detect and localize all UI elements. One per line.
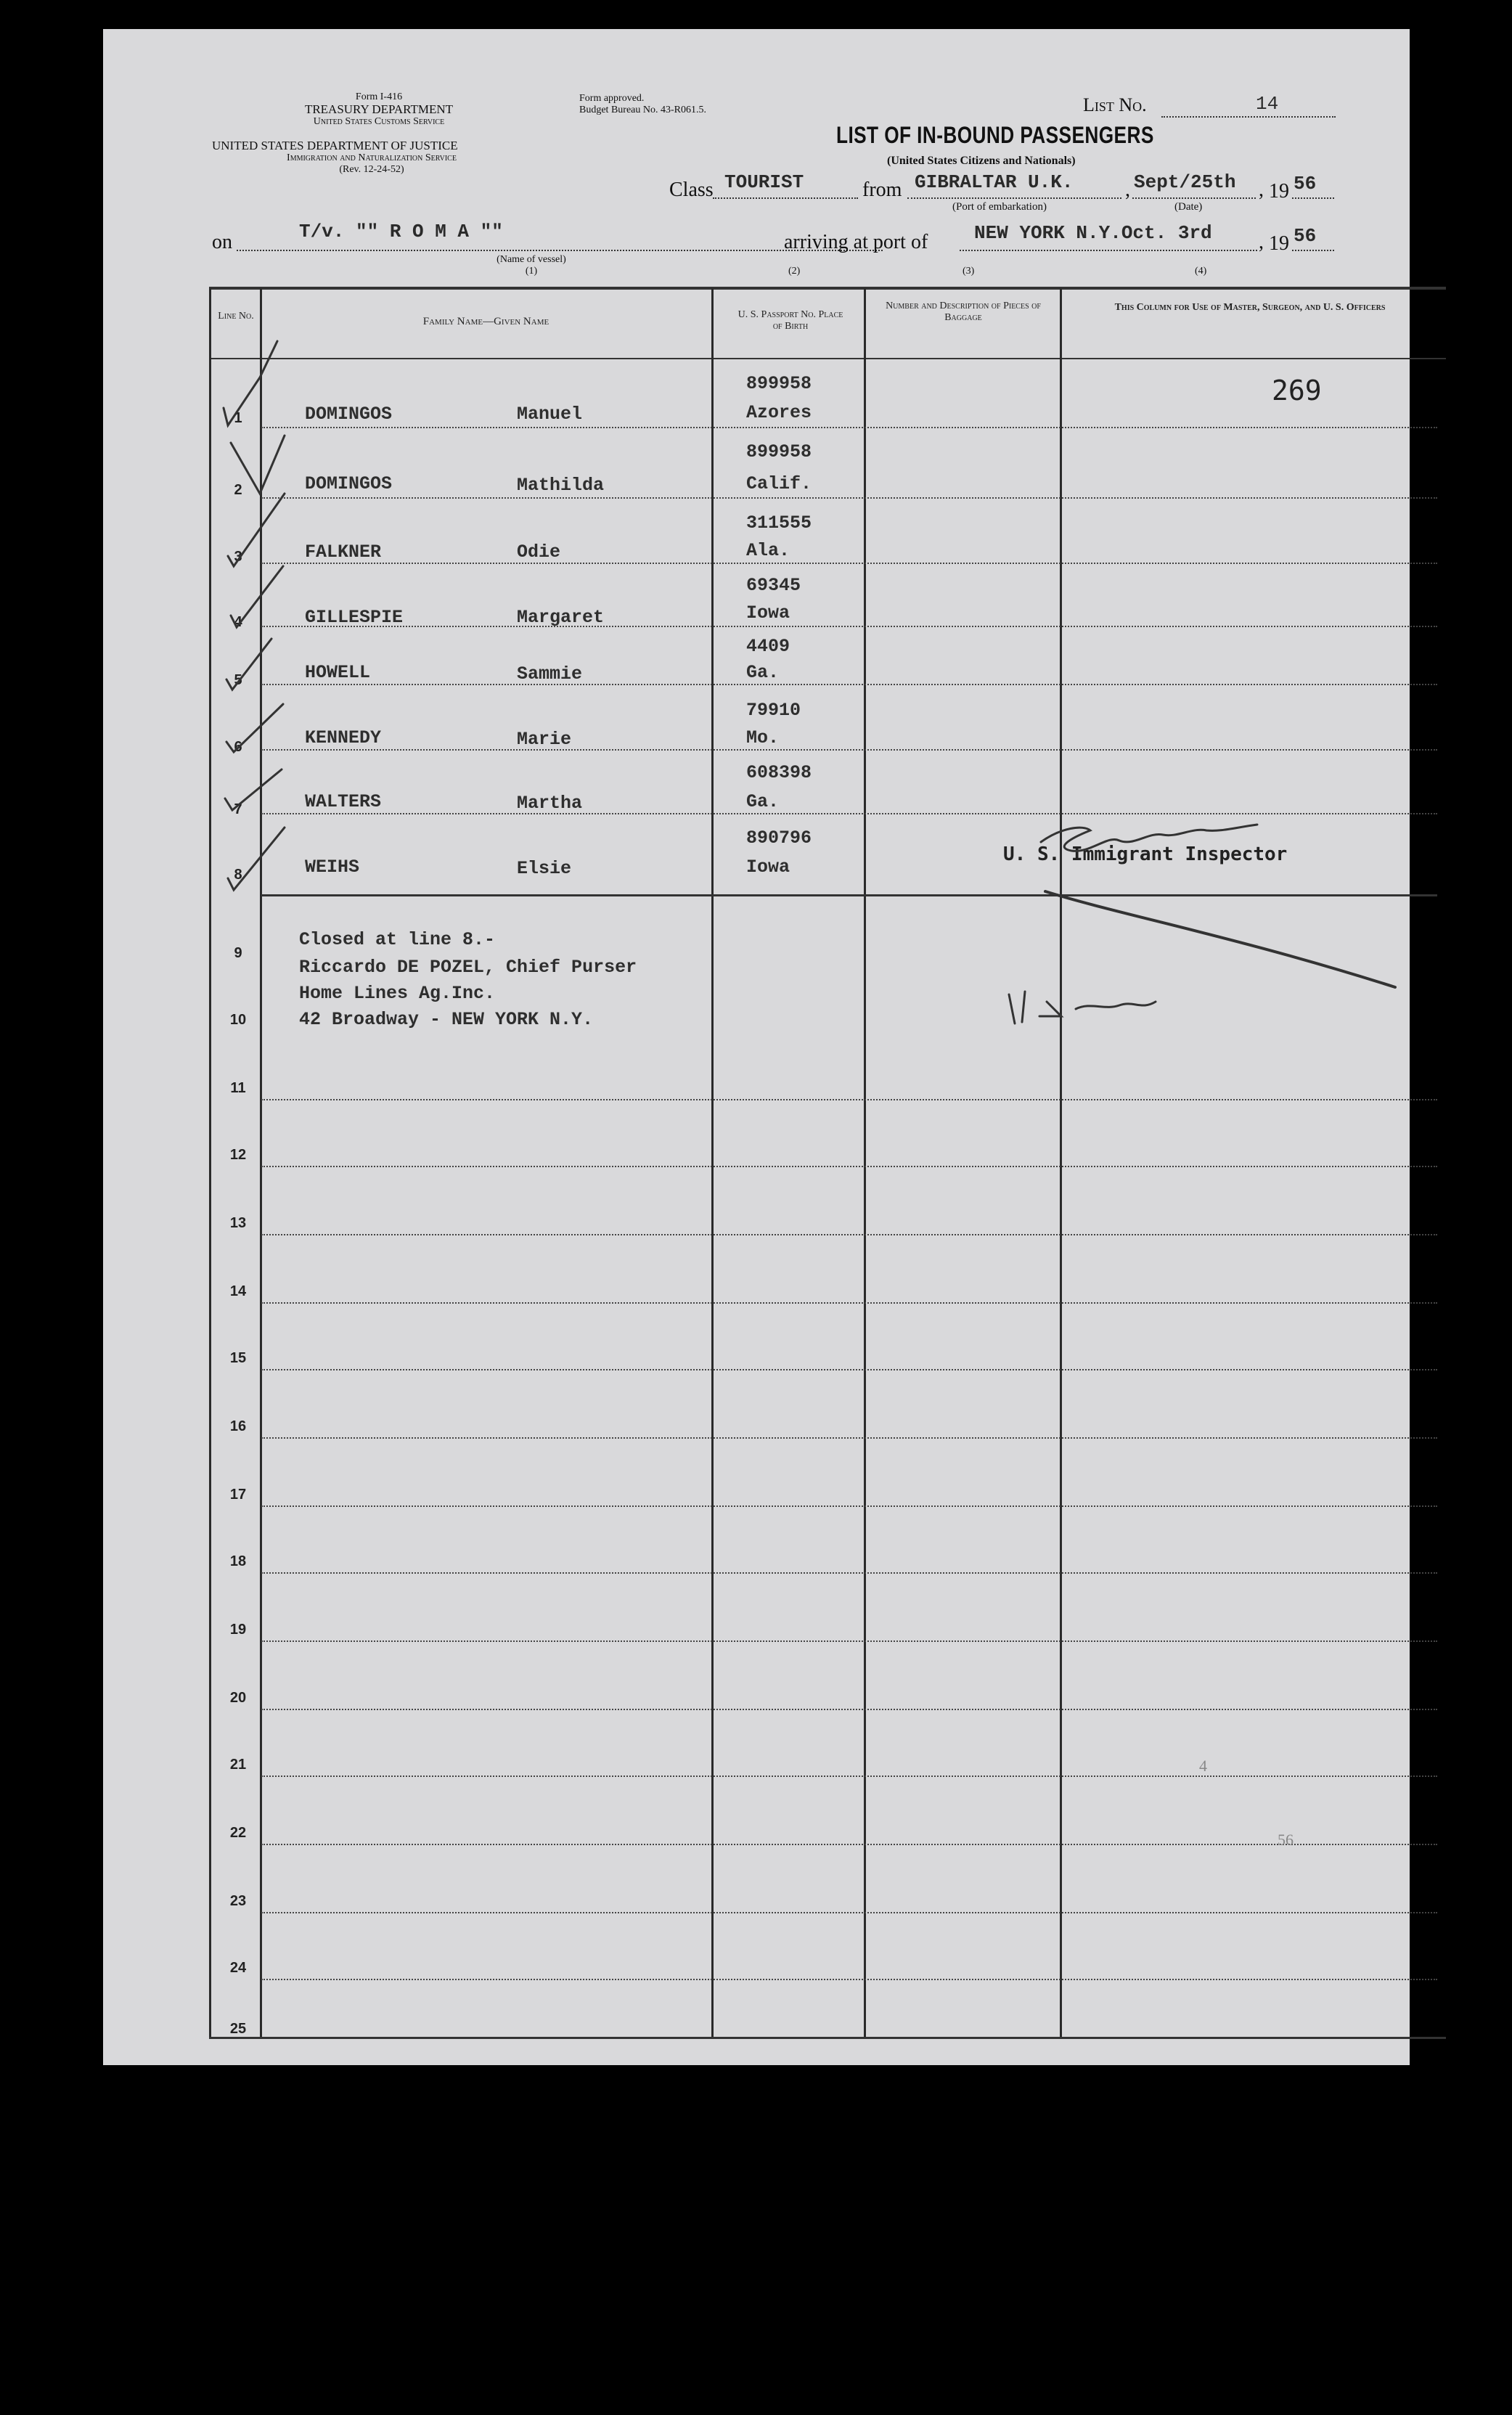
passport-number: 899958 [746,373,812,394]
given-name: Odie [517,542,561,563]
given-name: Elsie [517,858,572,879]
given-name: Margaret [517,607,605,628]
line-number: 2 [234,482,242,498]
line-number: 14 [229,1283,247,1299]
arrival-port: NEW YORK N.Y.Oct. 3rd [974,222,1212,244]
check-mark-7 [225,769,282,810]
header-baggage: Number and Description of Pieces of Baggage [886,301,1041,323]
check-mark-5 [226,639,271,690]
faint-mark-4: 4 [1199,1757,1207,1775]
closing-line-3: Home Lines Ag.Inc. [299,983,496,1004]
check-mark-4 [231,566,283,627]
passport-number: 890796 [746,828,812,849]
line-number: 23 [229,1893,247,1909]
passport-number: 69345 [746,575,801,596]
line-number: 3 [234,549,242,565]
given-name: Martha [517,793,583,814]
faint-mark-56: 56 [1278,1831,1294,1849]
passport-number: 79910 [746,700,801,721]
line-number: 19 [229,1622,247,1638]
treasury-department: TREASURY DEPARTMENT [304,102,454,116]
check-mark-8 [228,828,285,890]
line-number: 21 [229,1757,247,1773]
list-no-value: 14 [1256,93,1279,115]
line-number: 12 [229,1147,247,1163]
family-name: KENNEDY [305,727,382,748]
family-name: HOWELL [305,662,371,683]
line-number: 6 [234,739,242,755]
vessel-caption: (Name of vessel) [496,254,566,265]
line-number: 22 [229,1825,247,1841]
place-of-birth: Ga. [746,662,780,683]
embarkation-caption: (Port of embarkation) [952,201,1047,213]
place-of-birth: Calif. [746,473,812,494]
passport-number: 608398 [746,762,812,783]
year-value-1: 56 [1294,173,1317,195]
from-label: from [862,179,902,201]
header-passport-birth: U. S. Passport No. Place of Birth [737,309,843,332]
check-mark-3 [228,494,285,566]
closing-line-1: Closed at line 8.- [299,929,496,950]
place-of-birth: Azores [746,402,812,423]
list-no-label: List No. [1083,94,1147,115]
place-of-birth: Ala. [746,540,790,561]
line-number: 7 [234,801,242,817]
header-officers: This Column for Use of Master, Surgeon, and U. S. Officers [1114,302,1386,313]
family-name: FALKNER [305,542,382,563]
naturalization-service: Immigration and Naturalization Service [287,152,457,163]
column-number-4: (4) [1195,266,1207,277]
place-of-birth: Ga. [746,791,780,812]
class-value: TOURIST [724,171,804,193]
column-number-2: (2) [788,266,801,277]
arriving-label: arriving at port of [784,231,928,253]
line-number: 18 [229,1553,247,1569]
closing-line-4: 42 Broadway - NEW YORK N.Y. [299,1009,594,1030]
check-mark-1 [224,341,277,425]
inspector-stamp: U. S. Immigrant Inspector [1003,843,1288,865]
line-number: 20 [229,1690,247,1706]
given-name: Sammie [517,663,583,685]
document-subtitle: (United States Citizens and Nationals) [887,155,1076,167]
line-number: 17 [229,1487,247,1503]
line-number: 9 [234,945,242,961]
line-number: 24 [229,1960,247,1976]
revision: (Rev. 12-24-52) [339,164,404,175]
year-prefix-1: 19 [1269,180,1289,203]
line-number: 5 [234,672,242,688]
document-sheet: Form I-416 TREASURY DEPARTMENT United States Customs Service UNITED STATES DEPARTMENT OF JUSTICE Immigration and Naturalization Service (Rev. 12-24-52) Form approved. Budget Bureau No. 43-R061.5. List No. 14 LIST OF IN-BOUND PASSENGERS (United States Citizens and Nationals) Class TOURIST from GIBRALTAR U.K. (Port of embarkation) , Sept/25th (Date) , 19 56 on T/v. "" R O M A "" (Name of vessel) (1) arriving at port of NEW YORK N.Y.Oct. 3rd , 19 56 (2) (3) (4) Line No. Family Name—Given Name U. S. Passport No. Place of Birth Number and Description of Pieces of Baggage This Column for Use of Master, Surgeon, and U. S. Officers 269 1 DOMINGOS Manuel 899958 Azores 2 DOMINGOS Mathilda 899958 Calif. 3 FALKNER Odie 311555 Ala. 4 GILLESPIE Margaret 69345 Iowa 5 HOWELL Sammie 4409 Ga. 6 KENNEDY Marie 79910 Mo. 7 WALTERS Martha 608398 Ga. 8 WEIHS Elsie 890796 Iowa U. S. Immigrant Inspector Closed at line 8.- Riccardo DE POZEL, Chief Purser Home Lines Ag.Inc. 42 Broadway - NEW YORK N.Y. 9 10 11 12 13 14 15 16 17 18 19 20 21 22 23 24 25 4 56 [103,29,1410,2065]
line-number: 4 [234,614,242,630]
closing-diagonal-line [1045,891,1395,987]
family-name: DOMINGOS [305,404,393,425]
place-of-birth: Iowa [746,857,790,878]
date-value: Sept/25th [1134,171,1236,193]
passport-number: 899958 [746,441,812,462]
given-name: Marie [517,729,572,750]
on-label: on [212,231,232,253]
passport-number: 4409 [746,636,790,657]
check-mark-2 [231,436,285,494]
from-value: GIBRALTAR U.K. [915,171,1074,193]
vessel-caption-number: (1) [525,266,538,277]
family-name: WALTERS [305,791,382,812]
line-number: 10 [229,1012,247,1028]
line-number: 11 [230,1080,246,1096]
passport-number: 311555 [746,512,812,534]
department-of-justice: UNITED STATES DEPARTMENT OF JUSTICE [212,139,458,152]
line-number: 15 [229,1350,247,1366]
check-mark-6 [226,704,283,752]
line-number: 1 [234,410,242,426]
document-title: LIST OF IN-BOUND PASSENGERS [836,122,1154,148]
customs-service: United States Customs Service [313,116,445,127]
place-of-birth: Iowa [746,602,790,624]
vessel-name: T/v. "" R O M A "" [299,221,503,242]
header-line-no: Line No. [218,311,254,322]
closing-line-2: Riccardo DE POZEL, Chief Purser [299,957,637,978]
line-number: 8 [234,867,242,883]
line-number: 16 [229,1418,247,1434]
handwritten-initials [1009,992,1156,1023]
year-value-2: 56 [1294,225,1317,247]
year-prefix-2: 19 [1269,232,1289,255]
line-number: 13 [229,1215,247,1231]
family-name: WEIHS [305,857,360,878]
budget-bureau: Budget Bureau No. 43-R061.5. [579,105,706,115]
family-name: DOMINGOS [305,473,393,494]
place-of-birth: Mo. [746,727,780,748]
given-name: Manuel [517,404,583,425]
inspector-signature [1041,825,1257,851]
given-name: Mathilda [517,475,605,496]
form-approved: Form approved. [579,93,645,104]
form-number: Form I-416 [355,91,403,102]
page-number: 269 [1272,375,1322,406]
column-number-3: (3) [963,266,975,277]
family-name: GILLESPIE [305,607,404,628]
class-label: Class [669,179,714,201]
handwritten-marks [103,29,1410,2065]
line-number: 25 [229,2021,247,2037]
date-caption: (Date) [1174,201,1203,213]
header-family-given-name: Family Name—Given Name [422,316,549,327]
